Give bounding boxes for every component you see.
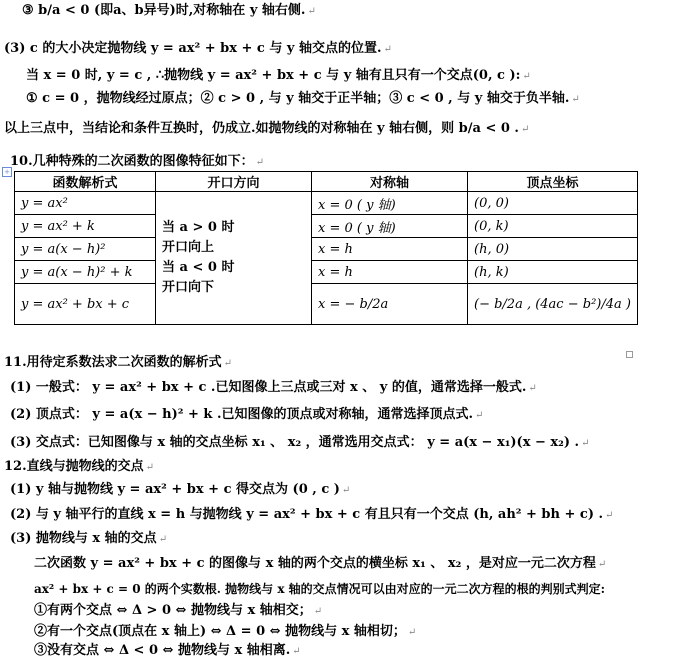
header-vertex: 顶点坐标 xyxy=(468,172,638,192)
cell-opening xyxy=(156,192,312,325)
table-row xyxy=(15,238,638,261)
text-line-intercept-form: (3) 交点式：已知图像与 x 轴的交点坐标 x₁ 、 x₂ ，通常选用交点式： y = a(x − x₁)(x − x₂) . ↵ xyxy=(10,435,590,450)
header-opening: 开口方向 xyxy=(156,172,312,192)
table-row xyxy=(15,284,638,325)
section-12-title: 12.直线与抛物线的交点 ↵ xyxy=(4,459,155,474)
text-line-case-two-points: ①有两个交点 ⇔ Δ > 0 ⇔ 抛物线与 x 轴相交； ↵ xyxy=(34,603,323,618)
text-line-general-form: (1) 一般式： y = ax² + bx + c .已知图像上三点或三对 x 、 y 的值，通常选择一般式. ↵ xyxy=(10,380,537,395)
table-header-row xyxy=(15,172,638,192)
paragraph-mark-icon: ↵ xyxy=(520,124,530,135)
opening-line: 当 a > 0 时 xyxy=(162,220,235,235)
paragraph-mark-icon: ↵ xyxy=(528,383,537,394)
paragraph-mark-icon: ↵ xyxy=(223,358,233,369)
opening-line: 开口向下 xyxy=(162,280,215,295)
paragraph-mark-icon: ↵ xyxy=(522,71,531,82)
cell-function: y = ax² + bx + c xyxy=(15,284,156,325)
paragraph-mark-icon: ↵ xyxy=(255,157,265,168)
text-line-4: ① c = 0 ，抛物线经过原点；② c > 0 , 与 y 轴交于正半轴；③ c < 0 , 与 y 轴交于负半轴. ↵ xyxy=(26,91,580,106)
paragraph-mark-icon: ↵ xyxy=(475,410,484,421)
paragraph-mark-icon: ↵ xyxy=(292,646,301,657)
text-line-3: 当 x = 0 时, y = c , ∴抛物线 y = ax² + bx + c 与 y 轴有且只有一个交点(0, c ): ↵ xyxy=(26,68,531,83)
text-line-case-one-point: ②有一个交点(顶点在 x 轴上) ⇔ Δ = 0 ⇔ 抛物线与 x 轴相切； ↵ xyxy=(34,624,417,639)
paragraph-mark-icon: ↵ xyxy=(605,510,614,521)
table-row xyxy=(15,215,638,238)
paragraph-mark-icon: ↵ xyxy=(307,6,316,17)
text-line-2: (3) c 的大小决定抛物线 y = ax² + bx + c 与 y 轴交点的位置. ↵ xyxy=(4,41,392,56)
cell-function: y = a(x − h)² + k xyxy=(15,261,156,284)
quadratic-features-table xyxy=(14,171,638,325)
paragraph-mark-icon: ↵ xyxy=(597,559,607,570)
paragraph-mark-icon: ↵ xyxy=(313,606,323,617)
text-line-y-axis-intersection: (1) y 轴与抛物线 y = ax² + bx + c 得交点为 (0 , c ) ↵ xyxy=(10,482,351,497)
table-row xyxy=(15,261,638,284)
text-line-case-no-point: ③没有交点 ⇔ Δ < 0 ⇔ 抛物线与 x 轴相离. ↵ xyxy=(34,643,301,658)
cell-axis: x = 0 ( y 轴) xyxy=(312,215,468,238)
paragraph-mark-icon: ↵ xyxy=(383,44,392,55)
cell-vertex: (0, k) xyxy=(468,215,638,238)
text-line-vertex-form: (2) 顶点式： y = a(x − h)² + k .已知图像的顶点或对称轴，通常选择顶点式. ↵ xyxy=(10,407,484,422)
cell-vertex: (h, 0) xyxy=(468,238,638,261)
cell-axis: x = − b/2a xyxy=(312,284,468,325)
paragraph-mark-icon: ↵ xyxy=(581,438,590,449)
text-line-discriminant: ax² + bx + c = 0 的两个实数根. 抛物线与 x 轴的交点情况可以由对应的一元二次方程的根的判别式判定: xyxy=(34,582,606,596)
opening-line: 当 a < 0 时 xyxy=(162,260,235,275)
table-row xyxy=(15,192,638,215)
text-line-x-axis-intersection: (3) 抛物线与 x 轴的交点 ↵ xyxy=(10,531,168,546)
cell-function: y = a(x − h)² xyxy=(15,238,156,261)
cell-function: y = ax² + k xyxy=(15,215,156,238)
paragraph-mark-icon: ↵ xyxy=(407,627,417,638)
text-line-5: 以上三点中，当结论和条件互换时，仍成立.如抛物线的对称轴在 y 轴右侧，则 b/a < 0 . ↵ xyxy=(4,121,530,136)
table-resize-handle[interactable] xyxy=(626,351,633,358)
paragraph-mark-icon: ↵ xyxy=(571,94,580,105)
cell-vertex: (− b/2a , (4ac − b²)/4a ) xyxy=(468,284,638,325)
header-axis: 对称轴 xyxy=(312,172,468,192)
cell-function: y = ax² xyxy=(15,192,156,215)
cell-axis: x = h xyxy=(312,261,468,284)
opening-line: 开口向上 xyxy=(162,240,215,255)
paragraph-mark-icon: ↵ xyxy=(158,534,168,545)
text-line-parallel-line: (2) 与 y 轴平行的直线 x = h 与抛物线 y = ax² + bx + c 有且只有一个交点 (h, ah² + bh + c) . ↵ xyxy=(10,507,614,522)
cell-vertex: (h, k) xyxy=(468,261,638,284)
text-line-quadratic-roots: 二次函数 y = ax² + bx + c 的图像与 x 轴的两个交点的横坐标 x₁ 、 x₂ ，是对应一元二次方程 ↵ xyxy=(34,556,607,571)
table-move-handle-icon[interactable]: + xyxy=(2,167,12,177)
section-11-title: 11.用待定系数法求二次函数的解析式 ↵ xyxy=(4,355,233,370)
paragraph-mark-icon: ↵ xyxy=(341,485,351,496)
text-line-1: ③ b/a < 0 (即a、b异号)时,对称轴在 y 轴右侧. ↵ xyxy=(22,3,316,18)
section-10-title: 10.几种特殊的二次函数的图像特征如下： ↵ xyxy=(10,154,265,169)
cell-vertex: (0, 0) xyxy=(468,192,638,215)
paragraph-mark-icon: ↵ xyxy=(145,462,155,473)
header-function: 函数解析式 xyxy=(15,172,156,192)
cell-axis: x = h xyxy=(312,238,468,261)
cell-axis: x = 0 ( y 轴) xyxy=(312,192,468,215)
